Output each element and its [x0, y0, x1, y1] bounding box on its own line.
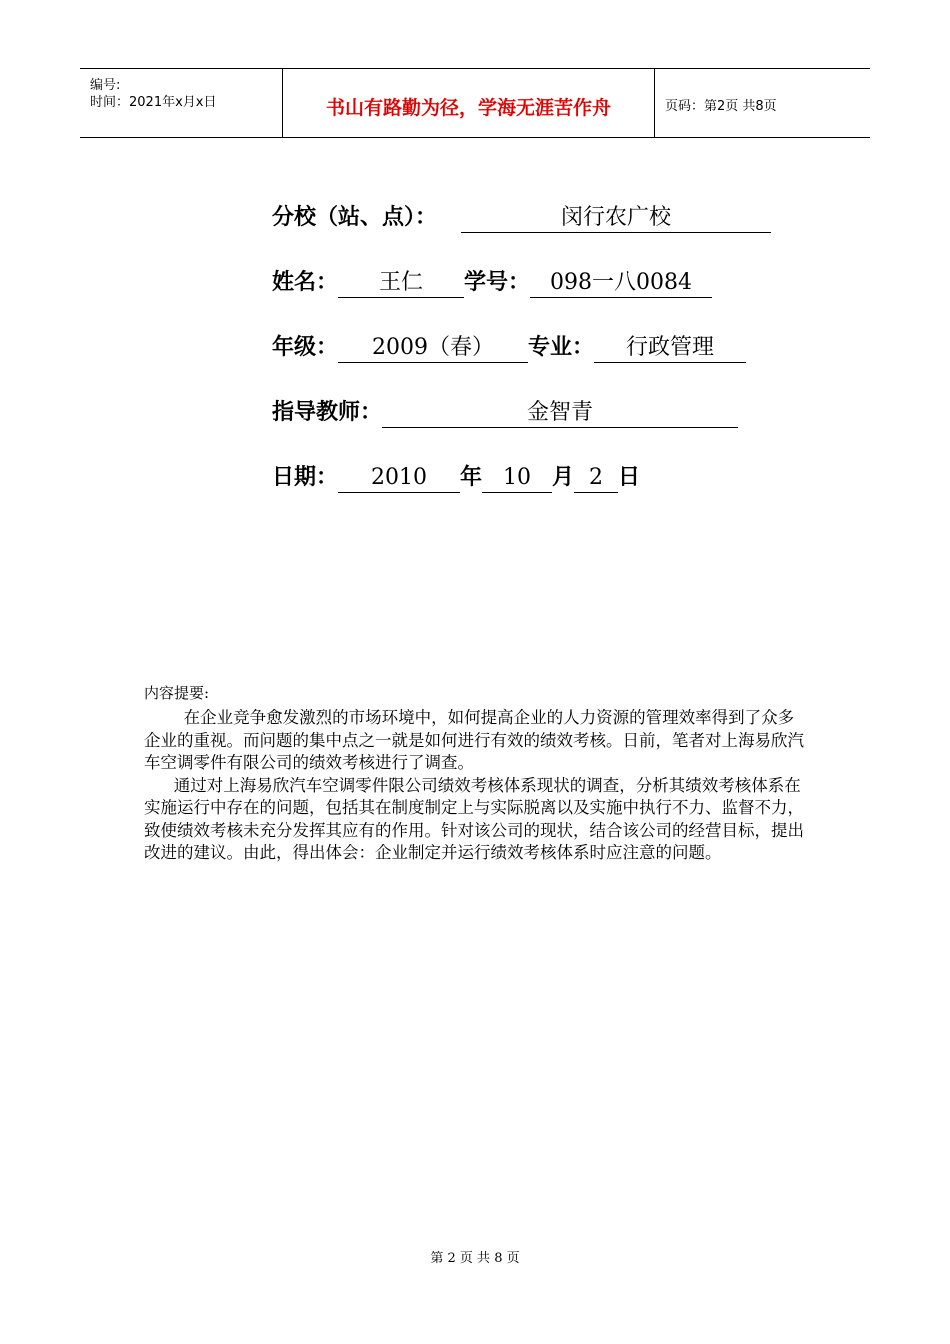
major-value: 行政管理 [594, 334, 746, 363]
name-row [272, 265, 712, 299]
major-label: 专业： [528, 335, 595, 360]
date-label: 日期： [272, 465, 339, 490]
number-label: 编号: [90, 78, 121, 93]
year-label: 年 [460, 465, 483, 490]
time-label: 时间：2021年x月x日 [90, 95, 217, 110]
grade-value: 2009（春） [338, 334, 528, 363]
name-label: 姓名： [272, 270, 339, 295]
grade-row [272, 330, 746, 364]
header-page-cell [655, 69, 870, 137]
date-month: 10 [482, 464, 552, 493]
school-row [272, 200, 771, 234]
advisor-value: 金智青 [382, 399, 738, 428]
document-header [80, 68, 870, 138]
date-row [272, 460, 640, 494]
day-label: 日 [618, 465, 641, 490]
abstract-section [144, 682, 804, 865]
motto: 书山有路勤为径，学海无涯苦作舟 [325, 97, 611, 119]
date-year: 2010 [338, 464, 460, 493]
school-label: 分校（站、点）： [272, 205, 438, 230]
name-value: 王仁 [338, 269, 464, 298]
page-footer: 第 2 页 共 8 页 [430, 1251, 520, 1266]
header-motto-cell [283, 69, 655, 137]
abstract-paragraph-1: 在企业竞争愈发激烈的市场环境中，如何提高企业的人力资源的管理效率得到了众多企业的重视。而问题的集中点之一就是如何进行有效的绩效考核。日前，笔者对上海易欣汽车空调零件有限公司的绩效考核进行了调查。 [144, 708, 804, 772]
student-id-value: 098一八0084 [530, 269, 712, 298]
page-info: 页码：第2页 共8页 [665, 99, 777, 114]
abstract-paragraph-2: 通过对上海易欣汽车空调零件限公司绩效考核体系现状的调查，分析其绩效考核体系在实施运行中存在的问题，包括其在制度制定上与实际脱离以及实施中执行不力、监督不力，致使绩效考核未充分发挥其应有的作用。针对该公司的现状，结合该公司的经营目标，提出改进的建议。由此，得出体会：企业制定并运行绩效考核体系时应注意的问题。 [144, 775, 804, 862]
month-label: 月 [552, 465, 575, 490]
abstract-title: 内容提要: [144, 684, 210, 702]
school-value: 闵行农广校 [461, 204, 771, 233]
student-id-label: 学号： [464, 270, 531, 295]
date-day: 2 [574, 464, 618, 493]
advisor-label: 指导教师： [272, 400, 383, 425]
grade-label: 年级： [272, 335, 339, 360]
header-meta-cell [80, 69, 283, 137]
advisor-row [272, 395, 738, 429]
